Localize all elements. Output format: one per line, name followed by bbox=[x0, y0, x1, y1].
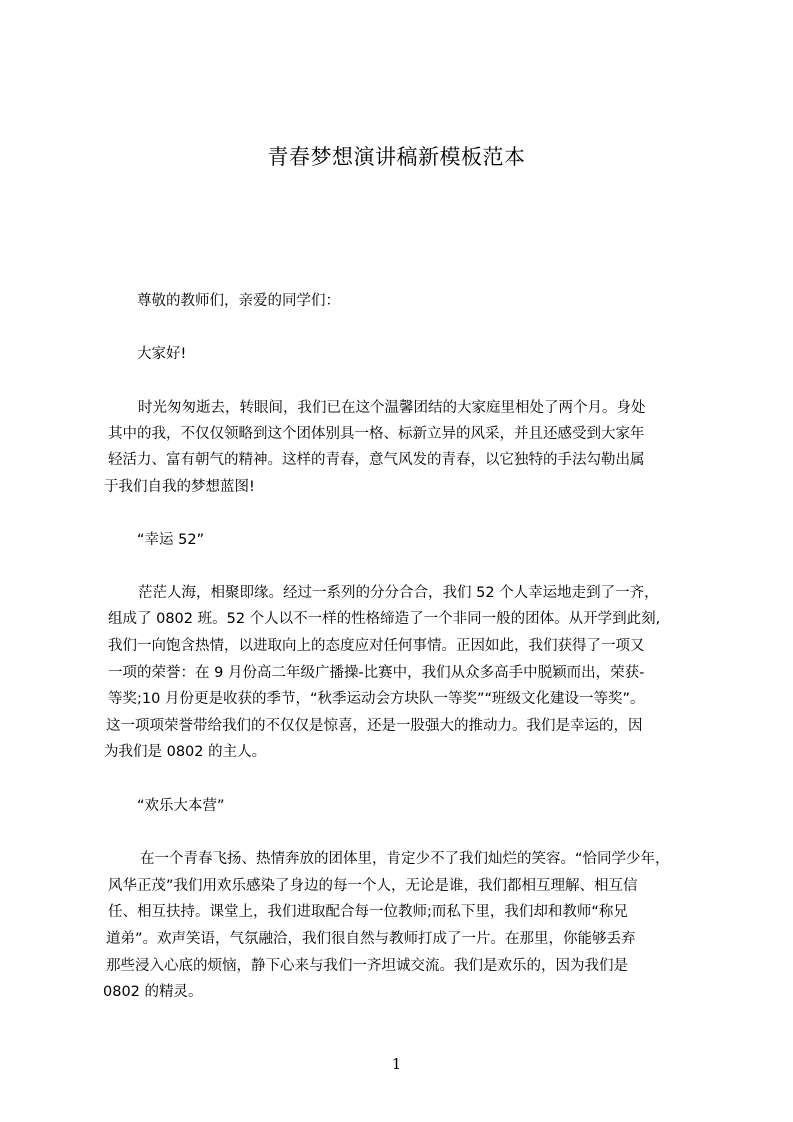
paragraph3-line-4: 道弟”。欢声笑语，气氛融洽，我们很自然与教师打成了一片。在那里，你能够丢弃 bbox=[106, 931, 636, 947]
paragraph1-line-2: 其中的我，不仅仅领略到这个团体别具一格、标新立异的风采，并且还感受到大家年 bbox=[108, 426, 645, 442]
heading-lucky-52: “幸运 52” bbox=[137, 532, 205, 548]
greeting-line: 尊敬的教师们，亲爱的同学们： bbox=[137, 293, 340, 309]
paragraph2-line-3: 我们一向饱含热情，以进取向上的态度应对任何事情。正因如此，我们获得了一项又 bbox=[108, 638, 645, 654]
paragraph2-line-4: 一项的荣誉：在 9 月份高二年级广播操-比赛中，我们从众多高手中脱颖而出，荣获- bbox=[108, 665, 645, 681]
paragraph2-line-6: 这一项项荣誉带给我们的不仅仅是惊喜，还是一股强大的推动力。我们是幸运的，因 bbox=[106, 718, 643, 734]
paragraph3-line-2: 风华正茂”我们用欢乐感染了身边的每一个人，无论是谁，我们都相互理解、相互信 bbox=[108, 878, 638, 894]
hello-line: 大家好! bbox=[137, 346, 187, 362]
paragraph3-line-1: 在一个青春飞扬、热情奔放的团体里，肯定少不了我们灿烂的笑容。“恰同学少年， bbox=[140, 851, 670, 867]
paragraph2-line-5: 等奖;10 月份更是收获的季节，“秋季运动会方块队一等奖”“班级文化建设一等奖”。 bbox=[108, 691, 645, 707]
paragraph2-line-1: 茫茫人海，相聚即缘。经过一系列的分分合合，我们 52 个人幸运地走到了一齐， bbox=[138, 585, 659, 601]
document-title: 青春梦想演讲稿新模板范本 bbox=[267, 145, 526, 169]
paragraph1-line-3: 轻活力、富有朝气的精神。这样的青春，意气风发的青春，以它独特的手法勾勒出属 bbox=[108, 452, 645, 468]
heading-happy-camp: “欢乐大本营” bbox=[137, 798, 225, 814]
paragraph2-line-2: 组成了 0802 班。52 个人以不一样的性格缔造了一个非同一般的团体。从开学到此刻, bbox=[108, 611, 661, 627]
paragraph2-line-7: 为我们是 0802 的主人。 bbox=[104, 744, 267, 760]
page-number: 1 bbox=[391, 1055, 402, 1073]
paragraph1-line-1: 时光匆匆逝去，转眼间，我们已在这个温馨团结的大家庭里相处了两个月。身处 bbox=[138, 400, 646, 416]
paragraph3-line-3: 任、相互扶持。课堂上，我们进取配合每一位教师;而私下里，我们却和教师“称兄 bbox=[108, 904, 628, 920]
paragraph3-line-5: 那些浸入心底的烦恼，静下心来与我们一齐坦诚交流。我们是欢乐的，因为我们是 bbox=[106, 958, 628, 974]
paragraph1-line-4: 于我们自我的梦想蓝图! bbox=[104, 479, 255, 495]
paragraph3-line-6: 0802 的精灵。 bbox=[103, 984, 203, 1000]
